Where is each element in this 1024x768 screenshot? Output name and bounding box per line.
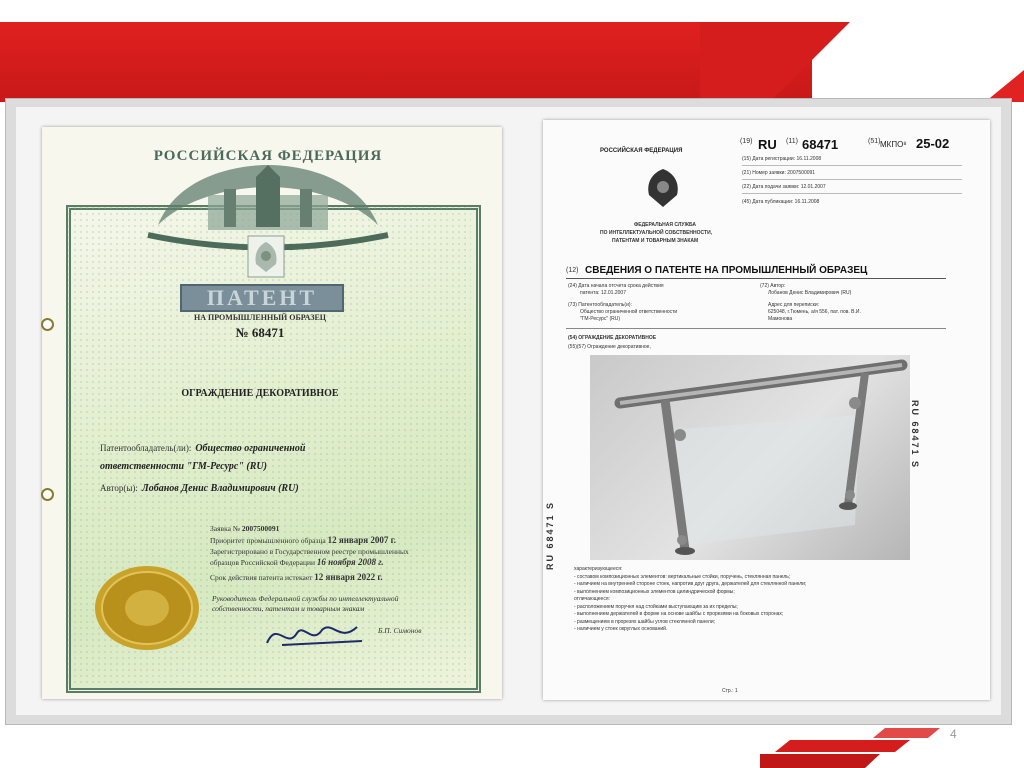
mkpo-label: МКПО⁸ <box>880 140 907 149</box>
f72-label: (72) Автор: <box>760 283 786 289</box>
doc-ru: RU <box>758 137 777 152</box>
app-number: (21) Номер заявки: 2007500091 <box>742 170 816 176</box>
addr-line-1: 625048, г.Тюмень, а/я 556, пат. пов. В.И. <box>768 309 861 315</box>
holder-label: Патентообладатель(ли): <box>100 443 192 453</box>
section-rule <box>566 278 946 279</box>
doc-number: 68471 <box>802 137 839 152</box>
section-title: СВЕДЕНИЯ О ПАТЕНТЕ НА ПРОМЫШЛЕННЫЙ ОБРАЗЕЦ <box>585 265 868 276</box>
claim-line: - размещением в прорезях шайбы углов стеклянной панели; <box>574 618 716 625</box>
application-label: Заявка № <box>210 524 240 533</box>
doc-coat-of-arms-icon <box>640 163 686 213</box>
claim-line: - выполнением композиционных элементов цилиндрической формы; <box>574 588 735 595</box>
top-red-band <box>0 22 812 102</box>
railing-illustration <box>590 355 910 560</box>
registered-line-1: Зарегистрировано в Государственном реестре промышленных <box>210 547 409 556</box>
fields-rule <box>566 328 946 329</box>
priority-date: 12 января 2007 г. <box>327 535 396 545</box>
pub-date: (45) Дата публикации: 16.11.2008 <box>742 199 820 205</box>
code-19: (19) <box>740 138 753 145</box>
claim-line: - наличием на внутренней стороне стоек, напротив друг друга, держателей для стеклянной панели; <box>574 581 807 587</box>
code-11: (11) <box>786 138 798 145</box>
rule <box>742 179 962 180</box>
reg-date: (15) Дата регистрации: 16.11.2008 <box>742 156 822 162</box>
registered-date: 16 ноября 2008 г. <box>316 557 384 567</box>
priority-block <box>210 535 470 546</box>
holder-block <box>100 438 460 474</box>
addr-label: Адрес для переписки: <box>768 302 820 308</box>
section-code: (12) <box>566 267 579 274</box>
holder-value-1: Общество ограниченной <box>195 443 306 454</box>
binder-hole-bottom <box>41 488 54 501</box>
doc-country: РОССИЙСКАЯ ФЕДЕРАЦИЯ <box>600 148 683 154</box>
code-51: (51) <box>868 138 881 145</box>
claims-list <box>574 566 924 634</box>
f73-value-2: "ГМ-Ресурс" (RU) <box>580 316 621 322</box>
claim-line: - выполнением держателей в форме на основе шайбы с прорезями на боковых сторонах; <box>574 611 784 617</box>
gold-seal <box>92 563 202 653</box>
agency-line-1: ФЕДЕРАЛЬНАЯ СЛУЖБА <box>634 222 697 228</box>
bottom-red-shapes <box>760 728 960 768</box>
claim-line: - расположением поручня над стойками выступающим за их пределы; <box>574 603 738 610</box>
application-block <box>210 524 460 534</box>
registration-block <box>210 547 470 568</box>
head-title-block <box>212 594 467 614</box>
expiry-block <box>210 572 470 583</box>
doc-page-label: Стр.: 1 <box>722 688 738 694</box>
author-block <box>100 478 460 496</box>
priority-label: Приоритет промышленного образца <box>210 536 326 545</box>
certificate-country: РОССИЙСКАЯ ФЕДЕРАЦИЯ <box>153 148 383 164</box>
rule <box>742 165 962 166</box>
rule <box>742 193 962 194</box>
f72-value: Лобанов Денис Владимирович (RU) <box>768 290 852 296</box>
registered-line-2: образцов Российской Федерации <box>210 558 316 567</box>
top-band-slant <box>700 22 850 102</box>
coat-of-arms-icon <box>246 234 286 279</box>
patent-title: ПАТЕНТ <box>180 284 344 312</box>
f24-value: патента: 12.01.2007 <box>580 290 626 296</box>
mkpo-value: 25-02 <box>916 136 950 151</box>
application-number: 2007500091 <box>241 524 280 533</box>
f73-label: (73) Патентообладатель(и): <box>568 302 632 308</box>
head-line-2: собственности, патентам и товарным знакам <box>212 604 365 613</box>
claim-line: - составом композиционных элементов: вертикальные стойки, поручень, стеклянная панель; <box>574 573 791 580</box>
expiry-date: 12 января 2022 г. <box>314 572 383 582</box>
design-name: ОГРАЖДЕНИЕ ДЕКОРАТИВНОЕ <box>181 388 339 399</box>
side-code-right: RU 68471 S <box>910 400 920 470</box>
side-code-left: RU 68471 S <box>545 500 555 570</box>
author-value: Лобанов Денис Владимирович (RU) <box>141 483 299 494</box>
f73-value-1: Общество ограниченной ответственности <box>580 309 678 315</box>
head-name: Б.П. Симонов <box>378 626 422 635</box>
expiry-label: Срок действия патента истекает <box>210 573 313 582</box>
patent-subtitle: НА ПРОМЫШЛЕННЫЙ ОБРАЗЕЦ <box>193 313 327 322</box>
claim-line: характеризующееся: <box>574 566 623 572</box>
binder-hole-top <box>41 318 54 331</box>
patent-number: № 68471 <box>235 325 285 340</box>
claim-line: - наличием у стоек округлых оснований. <box>574 626 668 632</box>
f55: (55)(57) Ограждение декоративное, <box>568 344 651 350</box>
filing-date: (22) Дата подачи заявки: 12.01.2007 <box>742 184 826 190</box>
f24-label: (24) Дата начала отсчета срока действия <box>568 283 664 289</box>
f54: (54) ОГРАЖДЕНИЕ ДЕКОРАТИВНОЕ <box>568 335 657 341</box>
addr-line-2: Мамонова <box>768 316 793 322</box>
holder-value-2: ответственности "ГМ-Ресурс" (RU) <box>100 461 267 472</box>
agency-line-3: ПАТЕНТАМ И ТОВАРНЫМ ЗНАКАМ <box>612 238 699 244</box>
page-number: 4 <box>950 727 957 741</box>
agency-line-2: ПО ИНТЕЛЛЕКТУАЛЬНОЙ СОБСТВЕННОСТИ, <box>600 230 713 236</box>
head-line-1: Руководитель Федеральной службы по интеллектуальной <box>212 594 399 603</box>
author-label: Автор(ы): <box>100 483 138 493</box>
claim-line: отличающееся: <box>574 596 610 602</box>
handwritten-signature <box>262 615 372 655</box>
